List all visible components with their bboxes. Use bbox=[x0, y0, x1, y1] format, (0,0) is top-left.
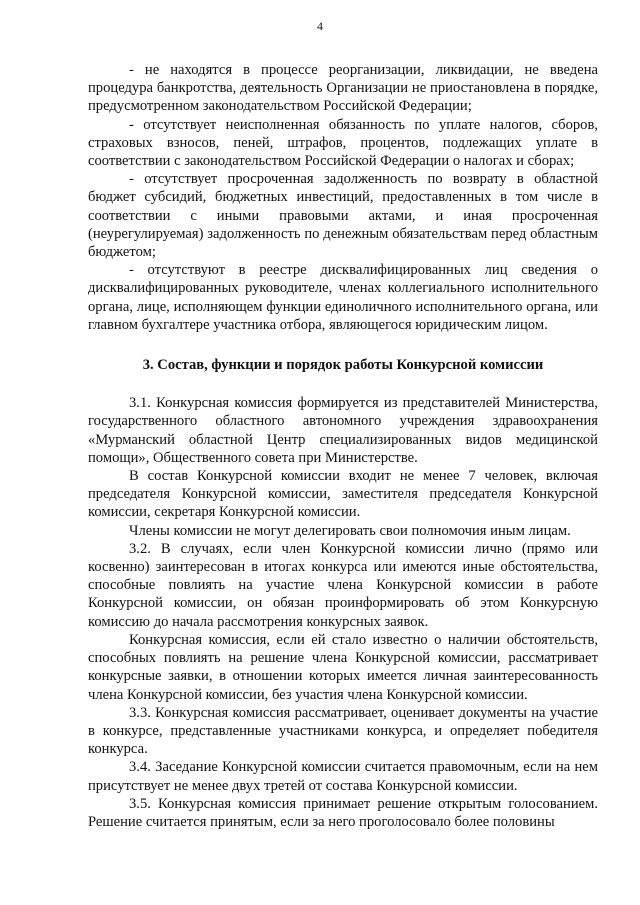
paragraph-conflict-of-interest: Конкурсная комиссия, если ей стало известно о наличии обстоятельств, способных повлиять на решение члена Конкурсной комиссии, рассматривает конкурсные заявки, в отношении которых имеется личная заинтересованность члена Конкурсной комиссии, без участия члена Конкурсной комиссии. bbox=[88, 631, 598, 703]
paragraph-no-disqualified-persons: - отсутствуют в реестре дисквалифицированных лиц сведения о дисквалифицированных руководителе, членах коллегиального исполнительного органа, лице, исполняющем функции единоличного исполнительного органа, или главном бухгалтере участника отбора, являющегося юридическим лицом. bbox=[88, 262, 598, 333]
paragraph-not-in-reorganization: - не находятся в процессе реорганизации, ликвидации, не введена процедура банкротства, деятельность Организации не приостановлена в порядке, предусмотренном законодательством Российской Федерации; bbox=[88, 62, 598, 115]
paragraph-no-budget-debt: - отсутствует просроченная задолженность по возврату в областной бюджет субсидий, бюджетных инвестиций, предоставленных в том числе в соответствии с иными правовыми актами, и иная просроченная (неурегулируемая) задолженность по денежным обязательствам перед областным бюджетом; bbox=[88, 171, 598, 261]
paragraph-no-tax-debt: - отсутствует неисполненная обязанность по уплате налогов, сборов, страховых взносов, пеней, штрафов, процентов, подлежащих уплате в соответствии с законодательством Российской Федерации о налогах и сборах; bbox=[88, 116, 598, 170]
page-number: 4 bbox=[317, 19, 323, 33]
paragraph-3-3: 3.3. Конкурсная комиссия рассматривает, оценивает документы на участие в конкурсе, представленные участниками конкурса, и определяет победителя конкурса. bbox=[88, 704, 598, 758]
paragraph-3-2: 3.2. В случаях, если член Конкурсной комиссии лично (прямо или косвенно) заинтересован в итогах конкурса или имеются иные обстоятельства, способные повлиять на участие члена Конкурсной комиссии в работе Конкурсной комиссии, он обязан проинформировать об этом Конкурсную комиссию до начала рассмотрения конкурсных заявок. bbox=[88, 540, 598, 630]
paragraph-3-4: 3.4. Заседание Конкурсной комиссии считается правомочным, если на нем присутствует не менее двух третей от состава Конкурсной комиссии. bbox=[88, 759, 598, 794]
paragraph-3-1: 3.1. Конкурсная комиссия формируется из представителей Министерства, государственного областного автономного учреждения здравоохранения «Мурманский областной Центр специализированных видов медицинской помощи», Общественного совета при Министерстве. bbox=[88, 395, 598, 466]
section-title: 3. Состав, функции и порядок работы Конкурсной комиссии bbox=[142, 357, 544, 374]
paragraph-no-delegation: Члены комиссии не могут делегировать свои полномочия иным лицам. bbox=[129, 522, 571, 539]
paragraph-3-5: 3.5. Конкурсная комиссия принимает решение открытым голосованием. Решение считается принятым, если за него проголосовало более половины bbox=[88, 795, 598, 830]
paragraph-commission-size: В состав Конкурсной комиссии входит не менее 7 человек, включая председателя Конкурсной комиссии, заместителя председателя Конкурсной комиссии, секретаря Конкурсной комиссии. bbox=[88, 468, 598, 521]
document-body bbox=[88, 61, 598, 831]
